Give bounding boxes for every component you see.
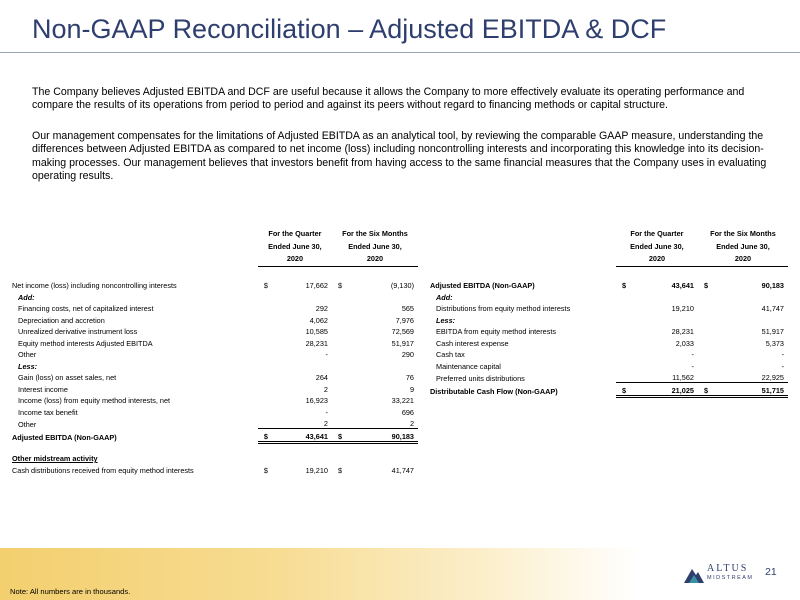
mountain-logo-icon bbox=[684, 565, 704, 583]
footnote: Note: All numbers are in thousands. bbox=[10, 587, 131, 596]
six-months-year-header: 2020 bbox=[698, 253, 788, 266]
table-row: Cash tax - - bbox=[436, 350, 784, 359]
table-row: Cash distributions received from equity method interests $ 19,210 $ 41,747 bbox=[12, 465, 414, 475]
table-row: Interest income 2 9 bbox=[18, 384, 414, 394]
six-months-header: For the Six Months Ended June 30, bbox=[342, 229, 408, 251]
table-row: Distributions from equity method interests 19,210 41,747 bbox=[436, 304, 784, 313]
table-row: Income tax benefit - 696 bbox=[18, 407, 414, 417]
table-row: Other 2 2 bbox=[18, 419, 414, 429]
add-section-label: Add: bbox=[436, 292, 453, 302]
adjusted-ebitda-reconciliation-table bbox=[12, 228, 418, 475]
quarter-header: For the Quarter Ended June 30, bbox=[268, 229, 322, 251]
other-midstream-section-label: Other midstream activity bbox=[12, 454, 98, 463]
quarter-year-header: 2020 bbox=[616, 253, 698, 266]
table-row: Unrealized derivative instrument loss 10,585 72,569 bbox=[18, 327, 414, 336]
table-row: Financing costs, net of capitalized interest 292 565 bbox=[18, 304, 414, 313]
less-section-label: Less: bbox=[18, 361, 38, 371]
table-row: Income (loss) from equity method interests, net 16,923 33,221 bbox=[18, 396, 414, 405]
table-row: Preferred units distributions 11,562 22,925 bbox=[436, 373, 784, 383]
page-number: 21 bbox=[765, 566, 777, 578]
page-title: Non-GAAP Reconciliation – Adjusted EBITDA & DCF bbox=[32, 14, 667, 44]
table-row: Other - 290 bbox=[18, 350, 414, 359]
dcf-reconciliation-table bbox=[430, 228, 788, 398]
table-row: Equity method interests Adjusted EBITDA 28,231 51,917 bbox=[18, 338, 414, 348]
intro-paragraph-2: Our management compensates for the limitations of Adjusted EBITDA as an analytical tool, by reviewing the comparable GAAP measure, understanding the differences between Adjusted EBITDA as compared to net income (loss) including noncontrolling interests and incorporating this knowledge into its decision-making processes. Our management believes that investors benefit from having access to the same financial measures that the Company uses in evaluating operating results. bbox=[32, 130, 767, 183]
altus-midstream-logo bbox=[684, 561, 754, 587]
quarter-year-header: 2020 bbox=[258, 253, 332, 266]
less-section-label: Less: bbox=[436, 315, 456, 325]
table-row: Cash interest expense 2,033 5,373 bbox=[436, 338, 784, 348]
dcf-total-row: Distributable Cash Flow (Non-GAAP) $ 21,025 $ 51,715 bbox=[430, 383, 788, 397]
table-row: Depreciation and accretion 4,062 7,976 bbox=[18, 315, 414, 325]
table-row: Net income (loss) including noncontrolling interests $ 17,662 $ (9,130) bbox=[12, 281, 414, 290]
table-row: Maintenance capital - - bbox=[436, 361, 784, 371]
six-months-header: For the Six Months Ended June 30, bbox=[710, 229, 776, 251]
title-divider bbox=[0, 52, 800, 53]
six-months-year-header: 2020 bbox=[332, 253, 418, 266]
adjusted-ebitda-total-row: Adjusted EBITDA (Non-GAAP) $ 43,641 $ 90,183 bbox=[12, 429, 418, 443]
add-section-label: Add: bbox=[18, 292, 35, 302]
intro-paragraph-1: The Company believes Adjusted EBITDA and DCF are useful because it allows the Company to more effectively evaluate its operating performance and compare the results of its operations from period to period and against its peers without regard to financing methods or capital structure. bbox=[32, 86, 745, 112]
logo-wordmark: ALTUS bbox=[707, 563, 749, 574]
table-row: Gain (loss) on asset sales, net 264 76 bbox=[18, 373, 414, 382]
table-row: EBITDA from equity method interests 28,231 51,917 bbox=[436, 327, 784, 336]
logo-subtext: MIDSTREAM bbox=[707, 575, 754, 581]
adjusted-ebitda-row: Adjusted EBITDA (Non-GAAP) $ 43,641 $ 90,183 bbox=[430, 281, 784, 290]
quarter-header: For the Quarter Ended June 30, bbox=[630, 229, 684, 251]
